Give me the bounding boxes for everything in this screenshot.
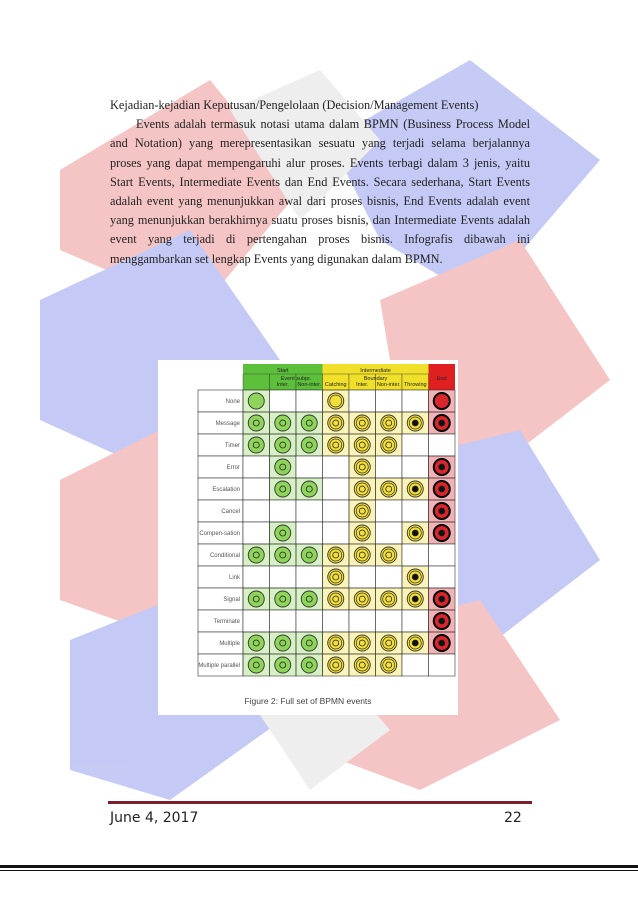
pentagon-icon <box>439 640 445 646</box>
table-cell <box>296 566 323 588</box>
group-label-start: Start <box>276 368 289 374</box>
row-label: Multiple <box>219 641 240 647</box>
event-circle <box>328 657 344 673</box>
event-circle <box>301 547 317 563</box>
event-circle <box>248 591 264 607</box>
table-cell <box>270 610 297 632</box>
row-label: Compen-sation <box>199 531 240 537</box>
table-cell <box>296 390 323 412</box>
bpmn-events-table <box>158 360 458 692</box>
event-circle <box>328 415 344 431</box>
envelope-icon <box>412 420 418 426</box>
dot-icon <box>439 618 445 624</box>
table-cell <box>323 478 350 500</box>
event-circle <box>354 459 370 475</box>
event-circle <box>354 547 370 563</box>
row-label: Conditional <box>209 553 240 559</box>
group-label-end: End <box>436 376 447 382</box>
table-cell <box>270 566 297 588</box>
heading-line: Kejadian-kejadian Keputusan/Pengelolaan (Decision/Management Events) <box>110 98 479 112</box>
event-circle <box>301 657 317 673</box>
table-cell <box>243 500 270 522</box>
event-circle <box>354 415 370 431</box>
event-circle <box>381 547 397 563</box>
table-cell <box>376 390 403 412</box>
event-circle <box>354 525 370 541</box>
table-cell <box>402 544 429 566</box>
bottom-rule <box>0 865 638 868</box>
event-circle <box>381 481 397 497</box>
column-header <box>243 374 270 390</box>
table-cell <box>402 610 429 632</box>
event-circle <box>381 657 397 673</box>
table-cell <box>402 390 429 412</box>
event-circle <box>275 657 291 673</box>
envelope-icon <box>439 420 445 426</box>
table-cell <box>323 500 350 522</box>
subgroup-label-boundary: Boundary <box>363 376 388 382</box>
event-circle <box>328 393 344 409</box>
table-cell <box>270 390 297 412</box>
table-cell <box>243 610 270 632</box>
table-cell <box>402 654 429 676</box>
column-label: Catching <box>324 382 347 388</box>
event-circle <box>275 459 291 475</box>
table-cell <box>243 522 270 544</box>
event-circle <box>301 481 317 497</box>
row-label: Message <box>215 421 240 427</box>
table-cell <box>402 500 429 522</box>
event-circle <box>434 393 450 409</box>
event-circle <box>301 437 317 453</box>
event-circle <box>275 635 291 651</box>
table-cell <box>376 522 403 544</box>
event-circle <box>354 503 370 519</box>
bottom-rule-thin <box>0 870 638 871</box>
footer-date: June 4, 2017 <box>110 810 199 826</box>
table-cell <box>243 566 270 588</box>
pentagon-icon <box>412 640 418 646</box>
subgroup-label-event-subprocess: Event subpr. <box>280 376 312 382</box>
event-circle <box>328 569 344 585</box>
row-label: None <box>225 399 240 405</box>
event-circle <box>275 415 291 431</box>
event-circle <box>381 591 397 607</box>
table-cell <box>349 390 376 412</box>
event-circle <box>328 547 344 563</box>
body-text <box>110 96 530 269</box>
table-cell <box>243 478 270 500</box>
column-label: Non-inter. <box>376 382 401 388</box>
table-cell <box>429 654 456 676</box>
event-circle <box>328 635 344 651</box>
event-circle <box>248 415 264 431</box>
event-circle <box>354 437 370 453</box>
table-cell <box>376 566 403 588</box>
table-cell <box>296 610 323 632</box>
table-cell <box>296 456 323 478</box>
table-cell <box>243 456 270 478</box>
footer-rule <box>108 801 532 804</box>
arrow-up-icon <box>412 486 418 492</box>
table-cell <box>296 522 323 544</box>
event-circle <box>275 481 291 497</box>
event-circle <box>381 635 397 651</box>
event-circle <box>275 525 291 541</box>
bolt-icon <box>439 464 445 470</box>
figure-caption: Figure 2: Full set of BPMN events <box>244 696 372 706</box>
table-cell <box>349 566 376 588</box>
table-cell <box>429 544 456 566</box>
column-label: Non-inter. <box>297 382 322 388</box>
column-label: Throwing <box>403 382 427 388</box>
event-circle <box>328 437 344 453</box>
event-circle <box>275 591 291 607</box>
row-label: Error <box>226 465 240 471</box>
cross-icon <box>439 508 445 514</box>
row-label: Multiple parallel <box>198 663 240 669</box>
page-number: 22 <box>504 810 522 826</box>
table-cell <box>376 610 403 632</box>
triangle-icon <box>439 596 445 602</box>
event-circle <box>354 591 370 607</box>
event-circle <box>328 591 344 607</box>
event-circle <box>275 547 291 563</box>
event-circle <box>354 481 370 497</box>
row-label: Terminate <box>213 619 240 625</box>
row-label: Escalation <box>212 487 240 493</box>
event-circle <box>248 635 264 651</box>
table-cell <box>323 522 350 544</box>
event-circle <box>381 415 397 431</box>
table-cell <box>349 610 376 632</box>
event-circle <box>301 591 317 607</box>
event-circle <box>381 437 397 453</box>
row-label: Signal <box>223 597 240 603</box>
row-label: Cancel <box>221 509 240 515</box>
table-cell <box>429 434 456 456</box>
event-circle <box>354 635 370 651</box>
table-cell <box>402 434 429 456</box>
arrow-right-icon <box>412 574 418 580</box>
row-label: Timer <box>224 443 240 449</box>
event-circle <box>301 635 317 651</box>
table-cell <box>402 456 429 478</box>
event-circle <box>248 437 264 453</box>
event-circle <box>248 393 264 409</box>
bpmn-events-figure <box>158 360 458 715</box>
column-label: Inter. <box>276 382 289 388</box>
event-circle <box>248 547 264 563</box>
table-cell <box>376 500 403 522</box>
column-label: Inter. <box>356 382 369 388</box>
triangle-icon <box>412 596 418 602</box>
table-cell <box>376 456 403 478</box>
event-circle <box>275 437 291 453</box>
row-label: Link <box>228 575 240 581</box>
event-circle <box>354 657 370 673</box>
event-circle <box>301 415 317 431</box>
table-cell <box>323 456 350 478</box>
arrow-up-icon <box>439 486 445 492</box>
paragraph: Events adalah termasuk notasi utama dalam BPMN (Business Process Model and Notation) yang merepresentasikan sesuatu yang terjadi selama berjalannya proses yang dapat mempengaruhi alur proses. Events terbagi dalam 3 jenis, yaitu Start Events, Intermediate Events dan End Events. Secara sederhana, Start Events adalah event yang menunjukkan awal dari proses bisnis, End Events adalah event yang menunjukkan berakhirnya suatu proses bisnis, dan Intermediate Events adalah event yang terjadi di pertengahan proses bisnis. Infografis dibawah ini menggambarkan set lengkap Events yang digunakan dalam BPMN. <box>110 117 530 266</box>
event-circle <box>248 657 264 673</box>
table-cell <box>429 566 456 588</box>
table-cell <box>296 500 323 522</box>
group-label-intermediate: Intermediate <box>360 368 391 374</box>
rewind-icon <box>412 530 418 536</box>
table-cell <box>270 500 297 522</box>
rewind-icon <box>439 530 445 536</box>
table-cell <box>323 610 350 632</box>
